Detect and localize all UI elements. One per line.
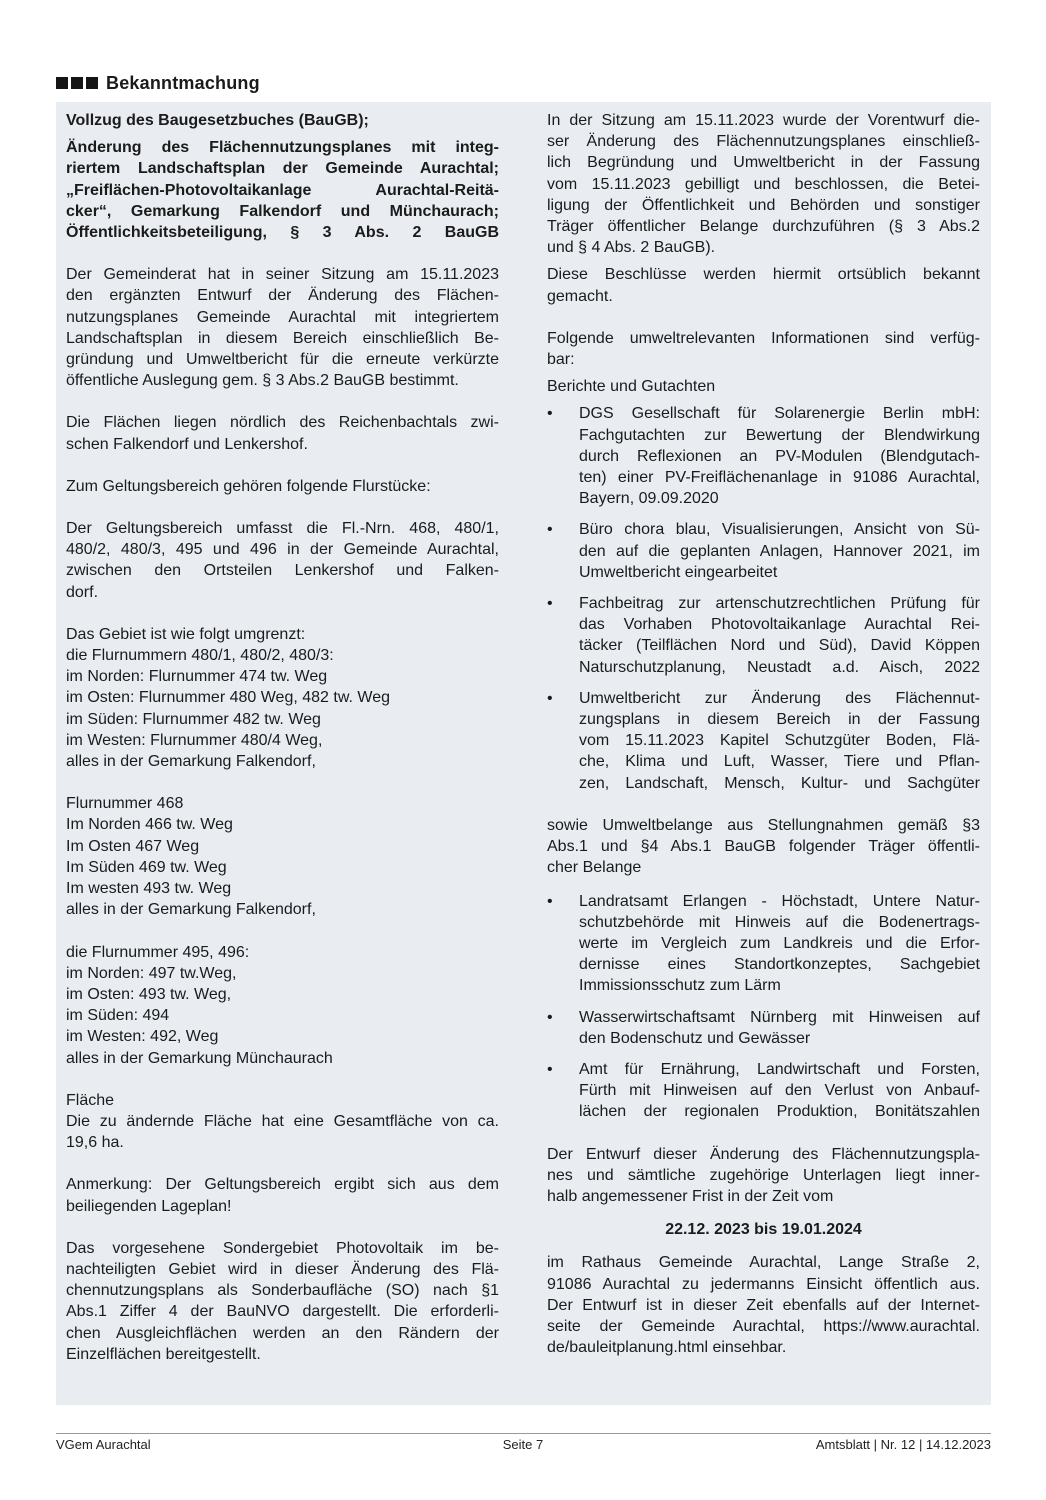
boundary-block-480	[66, 624, 499, 772]
text-line: In der Sitzung am 15.11.2023 wurde der Vorentwurf die-	[547, 112, 980, 129]
paragraph-beschluesse	[547, 264, 980, 306]
text-line: che, Klima und Luft, Wasser, Tiere und Pflan-	[579, 753, 980, 771]
text-line: Naturschutzplanung, Neustadt a.d. Aisch, 2022	[579, 658, 980, 676]
text-line: Flurnummer 468	[66, 795, 184, 813]
paragraph-anmerkung	[66, 1174, 499, 1216]
text-line: chennutzungsplans als Sonderbaufläche (SO) nach §1	[66, 1282, 499, 1300]
text-line: Der Entwurf dieser Änderung des Flächennutzungspla-	[547, 1145, 980, 1163]
text-line: sowie Umweltbelange aus Stellungnahmen gemäß §3	[547, 816, 980, 834]
heading-baugb: Vollzug des Baugesetzbuches (BauGB);	[66, 112, 369, 129]
text-line: ligung der Öffentlichkeit und Behörden und sonstiger	[547, 196, 980, 214]
text-line: Abs.1 Ziffer 4 der BauNVO dargestellt. Die erforderli-	[66, 1303, 499, 1321]
display-period: 22.12. 2023 bis 19.01.2024	[665, 1221, 862, 1239]
text-line: halb angemessener Frist in der Zeit vom	[547, 1187, 834, 1205]
text-line: werte im Vergleich zum Landkreis und die Erfor-	[579, 934, 980, 952]
bullet-icon: •	[547, 405, 553, 423]
text-line: die Flurnummern 480/1, 480/2, 480/3:	[66, 647, 334, 665]
list-item	[547, 1007, 980, 1049]
text-line: alles in der Gemarkung Falkendorf,	[66, 901, 316, 919]
text-line: den auf die geplanten Anlagen, Hannover 2021, im	[579, 542, 980, 560]
text-line: Umweltbericht eingearbeitet	[579, 563, 778, 581]
text-line: die Flurnummer 495, 496:	[66, 943, 250, 961]
text-line: täcker (Teilflächen Nord und Süd), David Köppen	[579, 637, 980, 655]
text-line: im Westen: 492, Weg	[66, 1028, 219, 1046]
list-item	[547, 688, 980, 794]
text-line: den ergänzten Entwurf der Änderung des Flächen-	[66, 287, 499, 305]
text-line: chen Ausgleichflächen werden an den Rändern der	[66, 1324, 499, 1342]
text-line: bar:	[547, 351, 575, 369]
text-line: Das vorgesehene Sondergebiet Photovoltaik im be-	[66, 1239, 499, 1257]
text-line: im Rathaus Gemeinde Aurachtal, Lange Straße 2,	[547, 1254, 980, 1272]
authorities-list	[547, 891, 980, 1123]
text-line: Fürth mit Hinweisen auf den Verlust von Anbauf-	[579, 1082, 980, 1100]
text-line: Im Osten 467 Weg	[66, 837, 200, 855]
text-line: schen Falkendorf und Lenkershof.	[66, 435, 308, 453]
text-line: dernisse eines Standortkonzeptes, Sachgebiet	[579, 956, 980, 974]
paragraph-lage	[66, 412, 499, 454]
text-line: und § 4 Abs. 2 BauGB).	[547, 239, 716, 257]
text-line: ten) einer PV-Freiflächenanlage in 91086 Aurachtal,	[579, 469, 980, 487]
text-line: schutzbehörde mit Hinweis auf die Bodenertrags-	[579, 913, 980, 931]
heading-line: cker“, Gemarkung Falkendorf und Münchaurach;	[66, 202, 499, 220]
bullet-icon: •	[547, 892, 553, 910]
text-line: lächen der regionalen Produktion, Bonitätszahlen	[579, 1103, 980, 1121]
paragraph-umweltbelange	[547, 815, 980, 879]
text-line: alles in der Gemarkung Münchaurach	[66, 1049, 333, 1067]
footer-issue: Amtsblatt | Nr. 12 | 14.12.2023	[815, 1437, 991, 1452]
text-line: vom 15.11.2023 gebilligt und beschlossen, die Betei-	[547, 175, 980, 193]
left-column	[66, 110, 499, 1365]
list-item	[547, 891, 980, 997]
list-item	[547, 519, 980, 583]
bullet-icon: •	[547, 1060, 553, 1078]
section-header	[56, 71, 260, 95]
text-line: im Süden: Flurnummer 482 tw. Weg	[66, 710, 321, 728]
text-line: Umweltbericht zur Änderung des Flächennut-	[579, 689, 980, 707]
list-item	[547, 593, 980, 678]
list-item	[547, 403, 980, 509]
text-line: 91086 Aurachtal zu jedermanns Einsicht öffentlich aus.	[547, 1275, 980, 1293]
heading-line: Änderung des Flächennutzungsplanes mit integ-	[66, 139, 499, 157]
text-line: im Norden: 497 tw.Weg,	[66, 964, 237, 982]
text-line: Der Geltungsbereich umfasst die Fl.-Nrn. 468, 480/1,	[66, 520, 499, 538]
text-line: de/bauleitplanung.html einsehbar.	[547, 1339, 787, 1357]
text-line: durch Reflexionen an PV-Modulen (Blendgutach-	[579, 447, 980, 465]
text-line: Abs.1 und §4 Abs.1 BauGB folgender Träger öffentli-	[547, 838, 980, 856]
text-line: Die Flächen liegen nördlich des Reichenbachtals zwi-	[66, 414, 499, 432]
heading-line: Öffentlichkeitsbeteiligung, § 3 Abs. 2 BauGB	[66, 224, 499, 242]
bullet-icon: •	[547, 595, 553, 613]
flaeche-label: Fläche	[66, 1091, 115, 1109]
list-item	[547, 1059, 980, 1123]
text-line: im Osten: 493 tw. Weg,	[66, 985, 232, 1003]
heading-line: riertem Landschaftsplan der Gemeinde Aurachtal;	[66, 160, 499, 178]
text-line: den Bodenschutz und Gewässer	[579, 1029, 811, 1047]
text-line: Folgende umweltrelevanten Informationen sind verfüg-	[547, 329, 980, 347]
right-column	[547, 110, 980, 1358]
text-line: dorf.	[66, 583, 99, 601]
text-line: Der Gemeinderat hat in seiner Sitzung am 15.11.2023	[66, 266, 499, 284]
subheading-berichte: Berichte und Gutachten	[547, 378, 716, 396]
section-title: Bekanntmachung	[106, 72, 260, 93]
text-line: lich Begründung und Umweltbericht in der Fassung	[547, 154, 980, 172]
reports-list	[547, 403, 980, 793]
text-line: Fachgutachten zur Bewertung der Blendwirkung	[579, 426, 980, 444]
text-line: Im Norden 466 tw. Weg	[66, 816, 233, 834]
text-line: Landratsamt Erlangen - Höchstadt, Untere Natur-	[579, 892, 980, 910]
text-line: im Osten: Flurnummer 480 Weg, 482 tw. Weg	[66, 689, 390, 707]
text-line: im Norden: Flurnummer 474 tw. Weg	[66, 668, 328, 686]
text-line: gründung und Umweltbericht für die erneute verkürzte	[66, 351, 499, 369]
text-line: Einzelflächen bereitgestellt.	[66, 1345, 261, 1363]
announcement-panel	[56, 102, 991, 1405]
bullet-icon: •	[547, 1008, 553, 1026]
paragraph-geltungsbereich	[66, 518, 499, 603]
text-line: Der Entwurf ist in dieser Zeit ebenfalls auf der Internet-	[547, 1296, 980, 1314]
text-line: zen, Landschaft, Mensch, Kultur- und Sachgüter	[579, 774, 980, 792]
text-line: gemacht.	[547, 287, 613, 305]
text-line: Träger öffentlicher Belange durchzuführen (§ 3 Abs.2	[547, 218, 980, 236]
bullet-icon: •	[547, 521, 553, 539]
text-line: cher Belange	[547, 859, 642, 877]
text-line: im Süden: 494	[66, 1007, 170, 1025]
header-squares-icon	[56, 77, 98, 89]
heading-line: „Freiflächen-Photovoltaikanlage Aurachtal-Reitä-	[66, 181, 499, 199]
text-line: nachteiligten Gebiet wird in dieser Änderung des Flä-	[66, 1260, 499, 1278]
text-line: Anmerkung: Der Geltungsbereich ergibt sich aus dem	[66, 1176, 499, 1194]
text-line: Immissionsschutz zum Lärm	[579, 977, 781, 995]
boundary-block-468	[66, 793, 499, 920]
paragraph-gemeinderat	[66, 264, 499, 391]
paragraph-flurstuecke: Zum Geltungsbereich gehören folgende Flurstücke:	[66, 477, 431, 495]
text-line: Im Süden 469 tw. Weg	[66, 858, 227, 876]
text-line: das Vorhaben Photovoltaikanlage Aurachtal Rei-	[579, 616, 980, 634]
text-line: Diese Beschlüsse werden hiermit ortsüblich bekannt	[547, 266, 980, 284]
text-line: Landschaftsplan in diesem Bereich einschließlich Be-	[66, 329, 499, 347]
text-line: Büro chora blau, Visualisierungen, Ansicht von Sü-	[579, 521, 980, 539]
text-line: Fachbeitrag zur artenschutzrechtlichen Prüfung für	[579, 595, 980, 613]
text-line: DGS Gesellschaft für Solarenergie Berlin mbH:	[579, 405, 980, 423]
text-line: öffentliche Auslegung gem. § 3 Abs.2 BauGB bestimmt.	[66, 372, 459, 390]
text-line: 19,6 ha.	[66, 1134, 124, 1152]
footer-publisher: VGem Aurachtal	[56, 1437, 151, 1452]
text-line: Bayern, 09.09.2020	[579, 490, 719, 508]
text-line: ser Änderung des Flächennutzungsplanes einschließ-	[547, 133, 980, 151]
heading-subject	[66, 137, 499, 243]
paragraph-informationen	[547, 328, 980, 370]
boundary-block-495	[66, 942, 499, 1069]
text-line: Das Gebiet ist wie folgt umgrenzt:	[66, 625, 306, 643]
paragraph-sitzung	[547, 110, 980, 258]
text-line: 480/2, 480/3, 495 und 496 in der Gemeinde Aurachtal,	[66, 541, 499, 559]
text-line: zwischen den Ortsteilen Lenkershof und Falken-	[66, 562, 499, 580]
text-line: beiliegenden Lageplan!	[66, 1197, 232, 1215]
footer-page-number: Seite 7	[502, 1437, 544, 1452]
text-line: Die zu ändernde Fläche hat eine Gesamtfläche von ca.	[66, 1112, 499, 1130]
text-line: alles in der Gemarkung Falkendorf,	[66, 753, 316, 771]
footer-divider	[56, 1433, 991, 1434]
text-line: nes und sämtliche zugehörige Unterlagen liegt inner-	[547, 1166, 980, 1184]
paragraph-sondergebiet	[66, 1238, 499, 1365]
text-line: im Westen: Flurnummer 480/4 Weg,	[66, 731, 323, 749]
text-line: Amt für Ernährung, Landwirtschaft und Forsten,	[579, 1060, 980, 1078]
paragraph-entwurf	[547, 1144, 980, 1208]
paragraph-rathaus	[547, 1252, 980, 1358]
paragraph-flaeche	[66, 1090, 499, 1154]
bullet-icon: •	[547, 689, 553, 707]
text-line: seite der Gemeinde Aurachtal, https://www.aurachtal.	[547, 1317, 980, 1335]
text-line: Im westen 493 tw. Weg	[66, 880, 232, 898]
text-line: vom 15.11.2023 Kapitel Schutzgüter Boden, Flä-	[579, 732, 980, 750]
text-line: nutzungsplanes Gemeinde Aurachtal mit integriertem	[66, 308, 499, 326]
text-line: zungsplans in diesem Bereich in der Fassung	[579, 711, 980, 729]
text-line: Wasserwirtschaftsamt Nürnberg mit Hinweisen auf	[579, 1008, 980, 1026]
